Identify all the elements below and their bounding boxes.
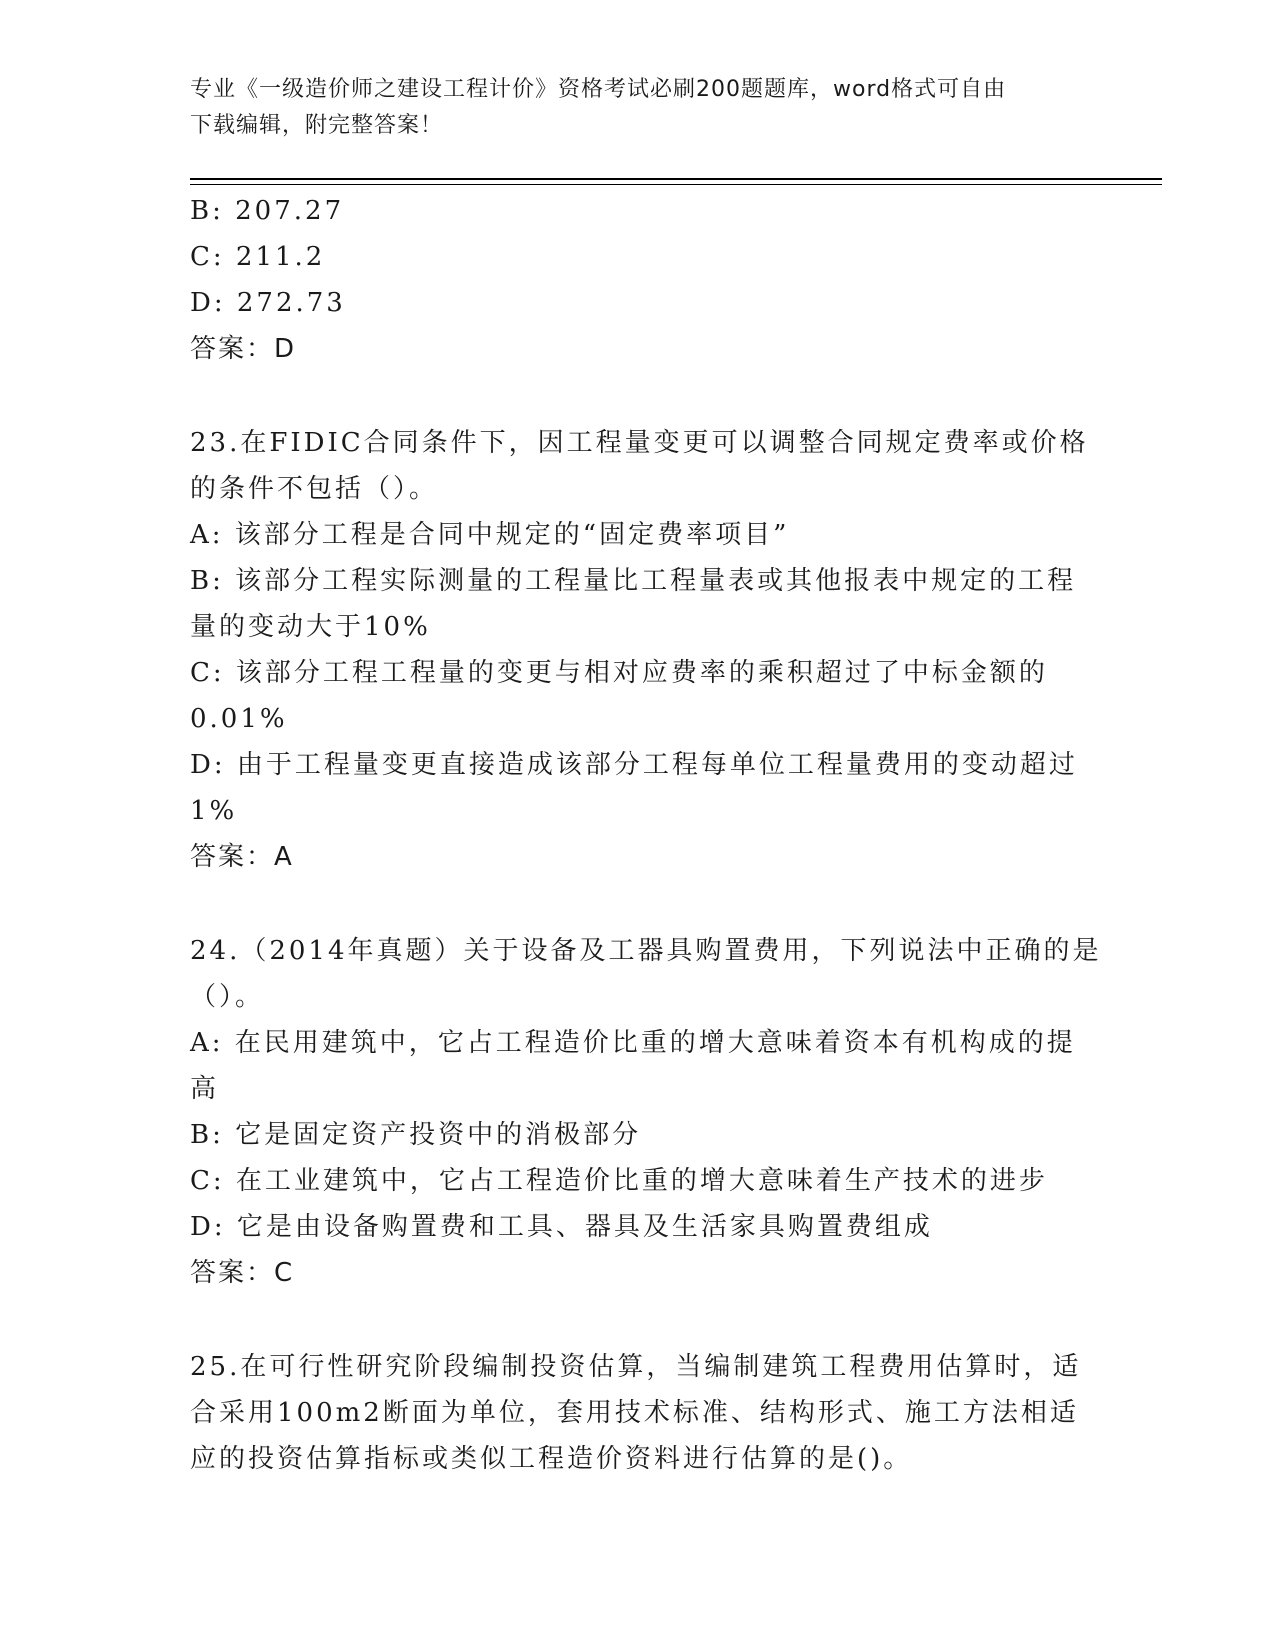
spacer <box>190 880 1090 928</box>
spacer <box>190 1296 1090 1344</box>
question-stem: 25.在可行性研究阶段编制投资估算，当编制建筑工程费用估算时，适 <box>190 1352 1082 1382</box>
option-d: D: 它是由设备购置费和工具、器具及生活家具购置费组成 <box>190 1212 933 1242</box>
question-24 <box>190 928 1102 1296</box>
question-stem: 23.在FIDIC合同条件下，因工程量变更可以调整合同规定费率或价格 <box>190 428 1089 458</box>
question-list <box>190 188 1102 1482</box>
option-c: C: 在工业建筑中，它占工程造价比重的增大意味着生产技术的进步 <box>190 1166 1048 1196</box>
option-c: C: 该部分工程工程量的变更与相对应费率的乘积超过了中标金额的 <box>190 658 1048 688</box>
option-d: D: 272.73 <box>190 288 346 318</box>
spacer <box>190 372 1090 420</box>
option-b-cont: 量的变动大于10% <box>190 612 431 642</box>
option-d: D: 由于工程量变更直接造成该部分工程每单位工程量费用的变动超过 <box>190 750 1078 780</box>
answer: 答案：D <box>190 334 297 364</box>
option-d-cont: 1% <box>190 796 238 826</box>
question-stem-cont: （）。 <box>190 982 265 1012</box>
answer: 答案：A <box>190 842 294 872</box>
question-22-tail <box>190 188 1090 372</box>
question-25 <box>190 1344 1090 1482</box>
document-header <box>190 72 1090 144</box>
option-a: A: 该部分工程是合同中规定的“固定费率项目” <box>190 520 790 550</box>
option-a: A: 在民用建筑中，它占工程造价比重的增大意味着资本有机构成的提 <box>190 1028 1076 1058</box>
option-b: B: 它是固定资产投资中的消极部分 <box>190 1120 642 1150</box>
answer: 答案：C <box>190 1258 295 1288</box>
option-a-cont: 高 <box>190 1074 220 1104</box>
question-stem: 24.（2014年真题）关于设备及工器具购置费用，下列说法中正确的是 <box>190 936 1102 966</box>
header-rule-thin <box>190 184 1162 185</box>
question-stem-cont: 的条件不包括（）。 <box>190 474 439 504</box>
header-line-2: 下载编辑，附完整答案！ <box>190 113 444 138</box>
option-c-cont: 0.01% <box>190 704 288 734</box>
header-line-1: 专业《一级造价师之建设工程计价》资格考试必刷200题题库，word格式可自由 <box>190 77 1007 102</box>
header-rule-thick <box>190 178 1162 180</box>
question-stem-cont: 合采用100m2断面为单位，套用技术标准、结构形式、施工方法相适 <box>190 1398 1079 1428</box>
option-b: B: 该部分工程实际测量的工程量比工程量表或其他报表中规定的工程 <box>190 566 1077 596</box>
option-c: C: 211.2 <box>190 242 326 272</box>
option-b: B: 207.27 <box>190 196 345 226</box>
question-23 <box>190 420 1090 880</box>
question-stem-cont: 应的投资估算指标或类似工程造价资料进行估算的是()。 <box>190 1444 913 1474</box>
